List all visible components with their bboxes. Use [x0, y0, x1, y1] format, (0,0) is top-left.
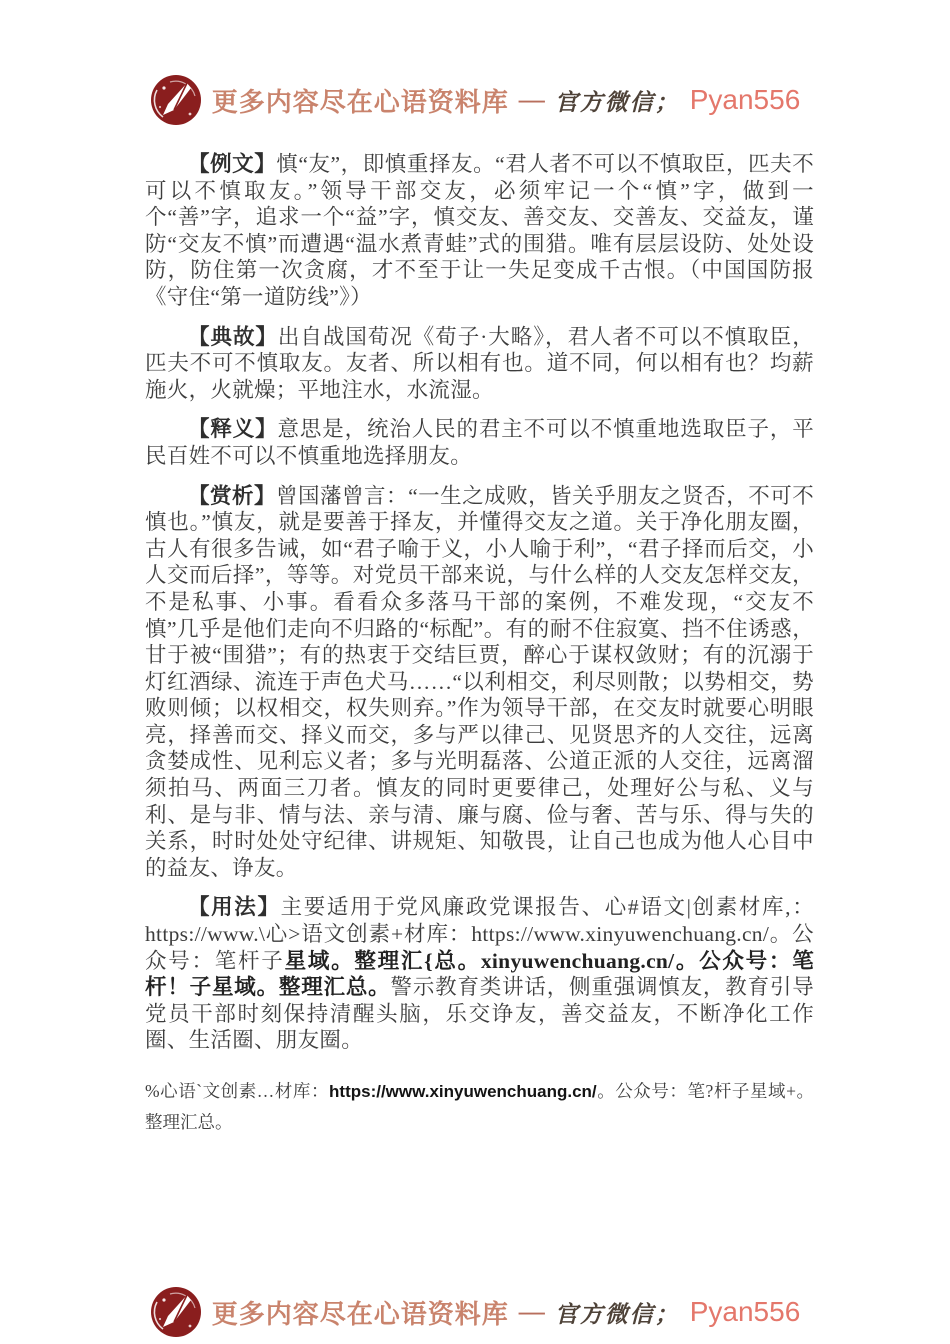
paragraph-liwen [145, 151, 814, 311]
tag-yongfa: 【用法】 [188, 895, 281, 920]
footer-note-post: 。公众号：笔?杆子星域+。整理汇总。 [145, 1081, 815, 1132]
tag-shiyi: 【释义】 [188, 417, 278, 442]
pen-logo-icon [150, 74, 202, 126]
paragraph-shangxi [145, 483, 814, 882]
wechat-id: Pyan556 [689, 1296, 801, 1327]
brand-dash: — [518, 1297, 545, 1326]
tag-liwen: 【例文】 [188, 152, 277, 176]
text-liwen: 慎“友”，即慎重择友。“君人者不可以不慎取臣，匹夫不可以不慎取友。”领导干部交友，必须牢记一个“慎”字，做到一个“善”字，追求一个“益”字，慎交友、善交友、交善友、交益友，谨防“交友不慎”而遭遇“温水煮青蛙”式的围猎。唯有层层设防、处处设防，防住第一次贪腐，才不至于让一失足变成千古恨。（中国国防报《守住“第一道防线”》） [145, 152, 815, 309]
wechat-id: Pyan556 [689, 84, 801, 115]
text-shiyi: 意思是，统治人民的君主不可以不慎重地选取臣子，平民百姓不可以不慎重地选择朋友。 [145, 417, 815, 468]
wechat-label: 官方微信； [554, 89, 680, 115]
footer-note [145, 1076, 814, 1138]
paragraph-diangu [145, 324, 814, 404]
document-content [0, 126, 950, 1138]
brand-slogan: 更多内容尽在心语资料库 [211, 87, 509, 117]
text-diangu: 出自战国荀况《荀子·大略》，君人者不可以不慎取臣，匹夫不可不慎取友。友者、所以相有也。道不同，何以相有也？均薪施火，火就燥；平地注水，水流湿。 [145, 324, 814, 402]
tag-diangu: 【典故】 [188, 324, 278, 349]
wechat-label: 官方微信； [554, 1301, 680, 1327]
footer-note-pre: %心语`文创素…材库： [145, 1081, 330, 1101]
brand-slogan: 更多内容尽在心语资料库 [211, 1299, 509, 1329]
text-yongfa-pre: 主要适用于党风廉政党课报告、心#语文|创素材库,：https://www.\心>语文创素+材库：https://www.xinyuwenchuang.cn/。公众号：笔杆子 [145, 895, 814, 973]
text-yongfa-post: 警示教育类讲话，侧重强调慎友，教育引导党员干部时刻保持清醒头脑，乐交诤友，善交益友，不断净化工作圈、生活圈、朋友圈。 [145, 975, 815, 1053]
pen-logo-icon [150, 1286, 202, 1338]
paragraph-yongfa [145, 894, 814, 1054]
header-brand [0, 0, 950, 126]
text-yongfa-watermark: 星域。整理汇{总。xinyuwenchuang.cn/。公众号：笔杆！子星域。整理汇总。 [145, 948, 814, 1000]
tag-shangxi: 【赏析】 [188, 483, 277, 508]
text-shangxi: 曾国藩曾言：“一生之成败，皆关乎朋友之贤否，不可不慎也。”慎友，就是要善于择友，并懂得交友之道。关于净化朋友圈，古人有很多告诫，如“君子喻于义，小人喻于利”，“君子择而后交，小人交而后择”，等等。对党员干部来说，与什么样的人交友怎样交友，不是私事、小事。看看众多落马干部的案例，不难发现，“交友不慎”几乎是他们走向不归路的“标配”。有的耐不住寂寞、挡不住诱惑，甘于被“围猎”；有的热衷于交结巨贾，醉心于谋权敛财；有的沉溺于灯红酒绿、流连于声色犬马……“以利相交，利尽则散；以势相交，势败则倾；以权相交，权失则弃。”作为领导干部，在交友时就要心明眼亮，择善而交、择义而交，多与严以律己、见贤思齐的人交往，远离贪婪成性、见利忘义者；多与光明磊落、公道正派的人交往，远离溜须拍马、两面三刀者。慎友的同时更要律己，处理好公与私、义与利、是与非、情与法、亲与清、廉与腐、俭与奢、苦与乐、得与失的关系，时时处处守纪律、讲规矩、知敬畏，让自己也成为他人心目中的益友、诤友。 [145, 483, 815, 880]
paragraph-shiyi [145, 416, 814, 469]
footer-note-url: https://www.xinyuwenchuang.cn/ [329, 1082, 597, 1101]
footer-brand [0, 1286, 950, 1338]
brand-dash: — [518, 85, 545, 114]
